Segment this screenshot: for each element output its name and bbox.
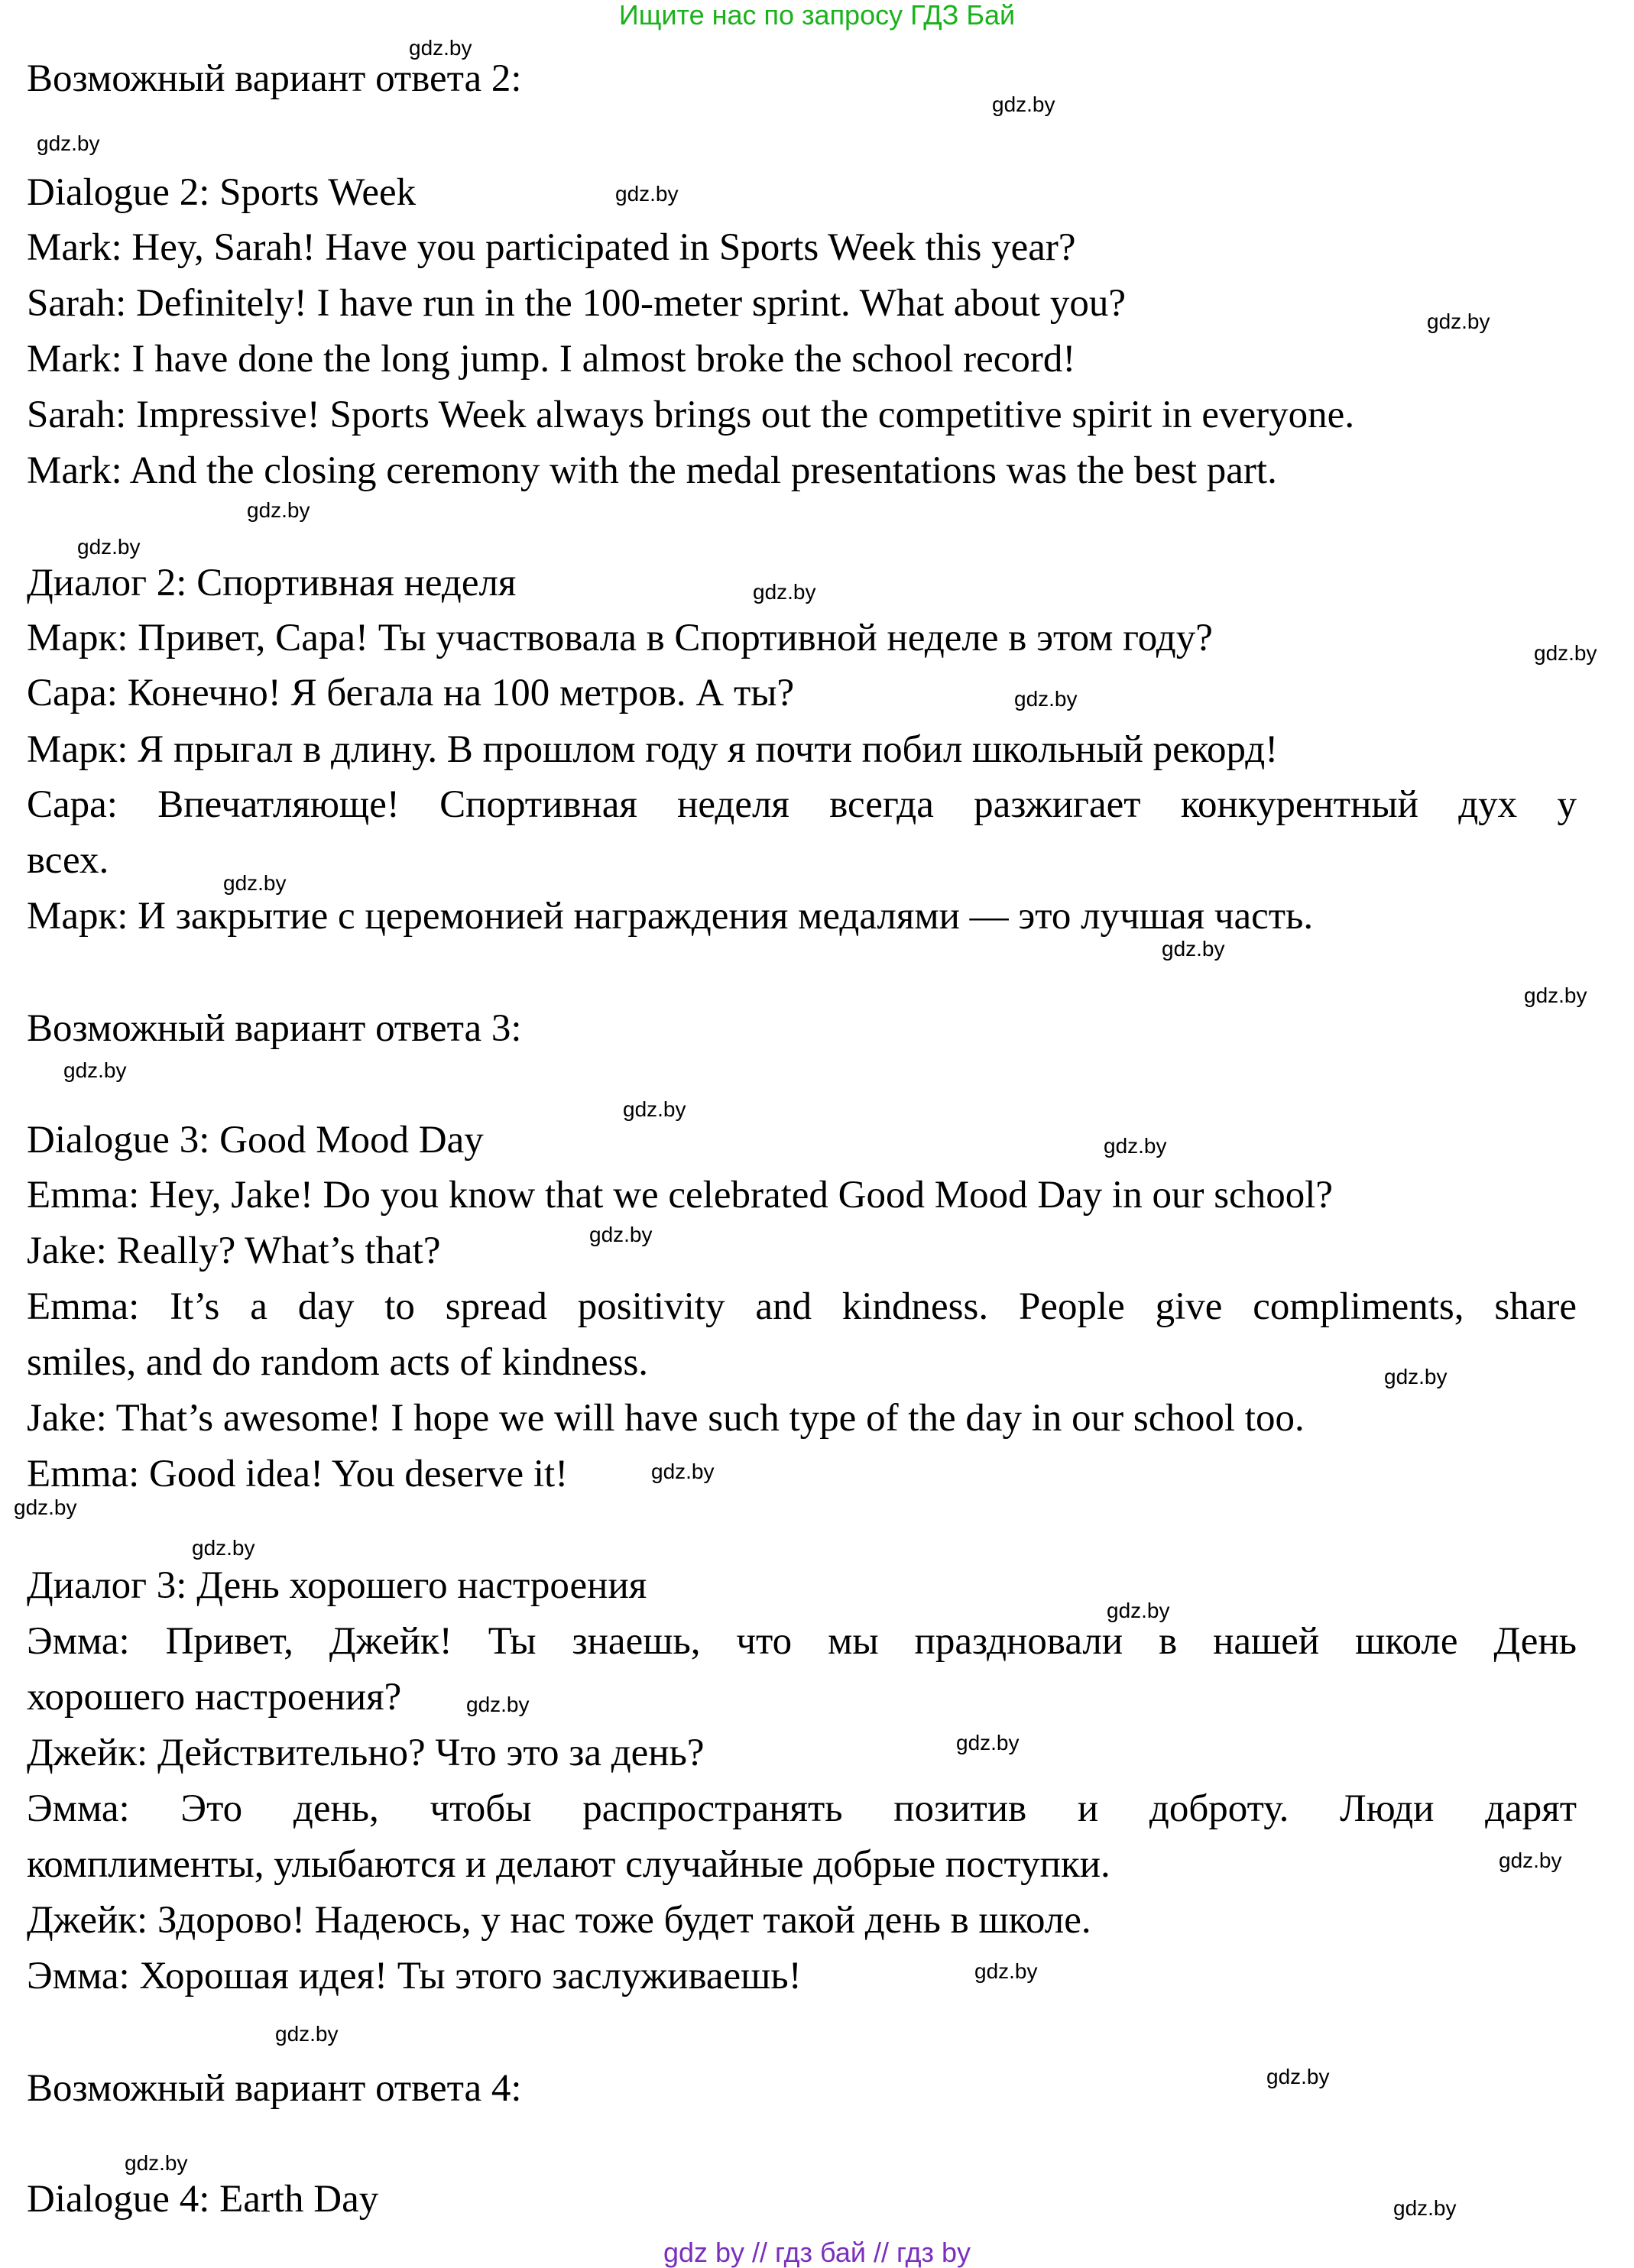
watermark: gdz.by [1427, 309, 1490, 333]
watermark: gdz.by [753, 580, 816, 604]
dialogue-line: Mark: Hey, Sarah! Have you participated in Sports Week this year? [27, 226, 1076, 269]
dialogue-line: Mark: I have done the long jump. I almost broke the school record! [27, 338, 1076, 381]
watermark: gdz.by [589, 1223, 653, 1246]
dialogue-line: Emma: It’s a day to spread positivity and kindness. People give compliments, share [27, 1285, 1577, 1328]
watermark: gdz.by [37, 131, 100, 155]
watermark: gdz.by [1104, 1134, 1167, 1158]
dialogue-line: smiles, and do random acts of kindness. [27, 1341, 649, 1384]
watermark: gdz.by [1266, 2065, 1330, 2088]
watermark: gdz.by [1499, 1848, 1562, 1872]
watermark: gdz.by [974, 1959, 1038, 1983]
watermark: gdz.by [1107, 1599, 1170, 1622]
watermark: gdz.by [1393, 2196, 1457, 2220]
watermark: gdz.by [77, 535, 141, 559]
dialogue-title: Диалог 3: День хорошего настроения [27, 1564, 647, 1607]
dialogue-line: Джейк: Действительно? Что это за день? [27, 1732, 705, 1774]
dialogue-line: Джейк: Здорово! Надеюсь, у нас тоже будет такой день в школе. [27, 1899, 1091, 1942]
dialogue-line: всех. [27, 839, 109, 882]
watermark: gdz.by [223, 871, 287, 895]
dialogue-line: комплименты, улыбаются и делают случайные добрые поступки. [27, 1843, 1110, 1886]
watermark: gdz.by [247, 498, 310, 522]
watermark: gdz.by [125, 2151, 188, 2175]
watermark: gdz.by [615, 182, 679, 206]
watermark: gdz.by [1534, 641, 1597, 665]
watermark: gdz.by [992, 92, 1055, 116]
watermark: gdz.by [275, 2022, 339, 2046]
watermark: gdz.by [63, 1058, 127, 1082]
dialogue-line: Emma: Hey, Jake! Do you know that we celebrated Good Mood Day in our school? [27, 1174, 1333, 1217]
dialogue-title: Диалог 2: Спортивная неделя [27, 562, 517, 604]
dialogue-line: Mark: And the closing ceremony with the medal presentations was the best part. [27, 449, 1277, 492]
dialogue-line: Jake: That’s awesome! I hope we will have such type of the day in our school too. [27, 1397, 1305, 1440]
watermark: gdz.by [1524, 983, 1587, 1007]
watermark: gdz.by [651, 1460, 715, 1483]
watermark: gdz.by [466, 1693, 530, 1716]
watermark: gdz.by [1162, 937, 1225, 961]
footer-banner[interactable]: gdz by // гдз бай // гдз by [663, 2237, 971, 2268]
watermark: gdz.by [409, 36, 472, 60]
dialogue-line: Sarah: Impressive! Sports Week always brings out the competitive spirit in everyone. [27, 394, 1355, 436]
dialogue-line: Эмма: Это день, чтобы распространять позитив и доброту. Люди дарят [27, 1787, 1577, 1830]
dialogue-line: Emma: Good idea! You deserve it! [27, 1453, 569, 1495]
dialogue-line: Эмма: Хорошая идея! Ты этого заслуживаешь! [27, 1955, 802, 1997]
dialogue-line: хорошего настроения? [27, 1676, 402, 1719]
watermark: gdz.by [623, 1097, 686, 1121]
dialogue-line: Jake: Really? What’s that? [27, 1230, 441, 1272]
dialogue-line: Марк: Привет, Сара! Ты участвовала в Спортивной неделе в этом году? [27, 617, 1213, 659]
watermark: gdz.by [1014, 687, 1078, 711]
dialogue-title: Dialogue 3: Good Mood Day [27, 1119, 484, 1162]
watermark: gdz.by [14, 1495, 77, 1519]
watermark: gdz.by [192, 1536, 255, 1560]
dialogue-line: Эмма: Привет, Джейк! Ты знаешь, что мы праздновали в нашей школе День [27, 1620, 1577, 1663]
answer-heading: Возможный вариант ответа 3: [27, 1007, 522, 1050]
dialogue-line: Сара: Впечатляюще! Спортивная неделя всегда разжигает конкурентный дух у [27, 783, 1577, 826]
dialogue-line: Марк: Я прыгал в длину. В прошлом году я почти побил школьный рекорд! [27, 728, 1279, 771]
dialogue-line: Sarah: Definitely! I have run in the 100-meter sprint. What about you? [27, 282, 1126, 325]
dialogue-line: Сара: Конечно! Я бегала на 100 метров. А ты? [27, 672, 795, 714]
answer-heading: Возможный вариант ответа 4: [27, 2067, 522, 2110]
header-banner[interactable]: Ищите нас по запросу ГДЗ Бай [618, 0, 1016, 31]
dialogue-line: Марк: И закрытие с церемонией награждения медалями — это лучшая часть. [27, 895, 1314, 938]
watermark: gdz.by [956, 1731, 1020, 1754]
dialogue-title: Dialogue 4: Earth Day [27, 2178, 379, 2221]
dialogue-title: Dialogue 2: Sports Week [27, 171, 417, 214]
watermark: gdz.by [1384, 1365, 1448, 1388]
answer-heading: Возможный вариант ответа 2: [27, 57, 522, 100]
